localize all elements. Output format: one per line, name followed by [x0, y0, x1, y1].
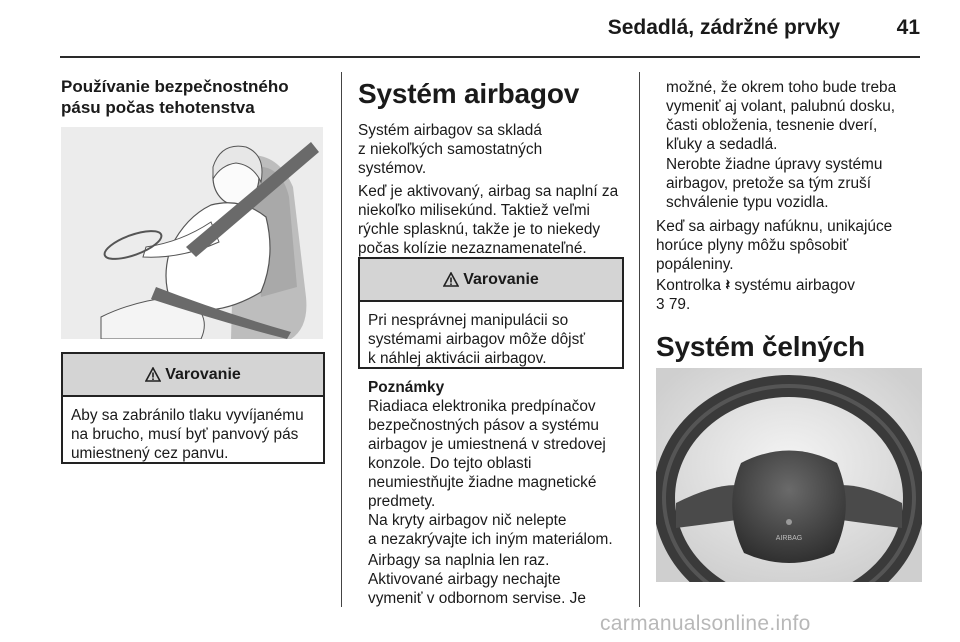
text-line: na brucho, musí byť panvový pás	[71, 426, 299, 443]
text-line: vymeniť v odbornom servise. Je	[368, 590, 586, 607]
text-line: niekoľko milisekúnd. Taktiež veľmi	[358, 202, 590, 219]
text-line: horúce plyny môžu spôsobiť	[656, 237, 849, 254]
warning-title: Varovanie	[463, 270, 539, 288]
text-line: Systém airbagov sa skladá	[358, 122, 542, 139]
text-line: Aby sa zabránilo tlaku vyvíjanému	[71, 407, 304, 424]
note-paragraph-electronics	[368, 397, 633, 511]
warning-text	[360, 302, 622, 377]
text-line: neumiestňujte žiadne magnetické	[368, 474, 597, 491]
warning-header	[360, 259, 622, 302]
column-divider-1	[341, 72, 342, 607]
text-line: k náhlej aktivácii airbagov.	[368, 350, 547, 367]
header-divider	[60, 56, 920, 58]
text-line: konzole. Do tejto oblasti	[368, 455, 532, 472]
text-line: vymeniť aj volant, palubnú dosku,	[666, 98, 896, 115]
section-heading-front-airbags: Systém čelných	[656, 331, 865, 362]
section-heading-airbag-system: Systém airbagov	[358, 78, 580, 109]
warning-text	[63, 397, 323, 472]
watermark: carmanualsonline.info	[600, 612, 811, 635]
paragraph-replacement-continued	[656, 78, 931, 154]
reference-arrow-icon: 3	[656, 296, 665, 313]
text-line: možné, že okrem toho bude treba	[666, 79, 897, 96]
text-line	[656, 276, 931, 295]
text-line: airbagov, pretože sa tým zruší	[666, 175, 872, 192]
text-line: Nerobte žiadne úpravy systému	[666, 156, 883, 173]
paragraph-indicator	[656, 276, 931, 314]
section-heading-pregnancy	[61, 76, 321, 118]
heading-line: Používanie bezpečnostného	[61, 77, 289, 96]
airbag-label: AIRBAG	[775, 535, 803, 542]
text-line: airbagov je umiestnená v stredovej	[368, 436, 606, 453]
page-reference[interactable]	[656, 295, 931, 314]
text-line: Keď sa airbagy nafúknu, unikajúce	[656, 218, 893, 235]
text-line: Aktivované airbagy nechajte	[368, 571, 561, 588]
text-line: a nezakrývajte ich iným materiálom.	[368, 531, 613, 548]
airbag-indicator-icon: 𝄽	[725, 277, 731, 294]
text-line: Pri nesprávnej manipulácii so	[368, 312, 569, 329]
paragraph-no-modifications	[656, 155, 931, 212]
text-line: bezpečnostných pásov a systému	[368, 417, 599, 434]
text-line: kľuky a sedadlá.	[666, 136, 778, 153]
text-line: systémami airbagov môže dôjsť	[368, 331, 586, 348]
text-line: počas kolízie nezaznamenateľné.	[358, 240, 587, 257]
paragraph-intro	[358, 121, 628, 178]
column-divider-2	[639, 72, 640, 607]
text-line: Na kryty airbagov nič nelepte	[368, 512, 567, 529]
note-paragraph-covers	[368, 511, 633, 549]
text-line: časti obloženia, tesnenie dverí,	[666, 117, 878, 134]
indicator-suffix: systému airbagov	[734, 277, 855, 294]
indicator-label: Kontrolka	[656, 277, 722, 294]
warning-header	[63, 354, 323, 397]
note-title: Poznámky	[368, 379, 445, 396]
text-line: Airbagy sa naplnia len raz.	[368, 552, 550, 569]
text-line: z niekoľkých samostatných	[358, 141, 543, 158]
warning-triangle-icon	[443, 272, 459, 288]
text-line: Keď je aktivovaný, airbag sa naplní za	[358, 183, 619, 200]
heading-line: pásu počas tehotenstva	[61, 98, 255, 117]
text-line: popáleniny.	[656, 256, 734, 273]
page-header-title: Sedadlá, zádržné prvky	[607, 16, 840, 39]
warning-title: Varovanie	[165, 365, 241, 383]
text-line: schválenie typu vozidla.	[666, 194, 829, 211]
reference-page: 79.	[668, 296, 691, 313]
text-line: predmety.	[368, 493, 436, 510]
paragraph-hot-gases	[656, 217, 931, 274]
text-line: Riadiaca elektronika predpínačov	[368, 398, 596, 415]
note-paragraph-inflate-once	[368, 551, 633, 608]
text-line: umiestnený cez panvu.	[71, 445, 229, 462]
paragraph-activation	[358, 182, 633, 258]
pregnant-seatbelt-illustration	[61, 127, 323, 339]
warning-triangle-icon	[145, 367, 161, 383]
steering-wheel-airbag-photo	[656, 368, 922, 582]
text-line: rýchle splasknú, takže je to niekedy	[358, 221, 601, 238]
warning-box-pregnancy	[61, 352, 325, 464]
page-number: 41	[896, 16, 920, 39]
text-line: systémov.	[358, 160, 427, 177]
warning-box-airbag	[358, 257, 624, 369]
